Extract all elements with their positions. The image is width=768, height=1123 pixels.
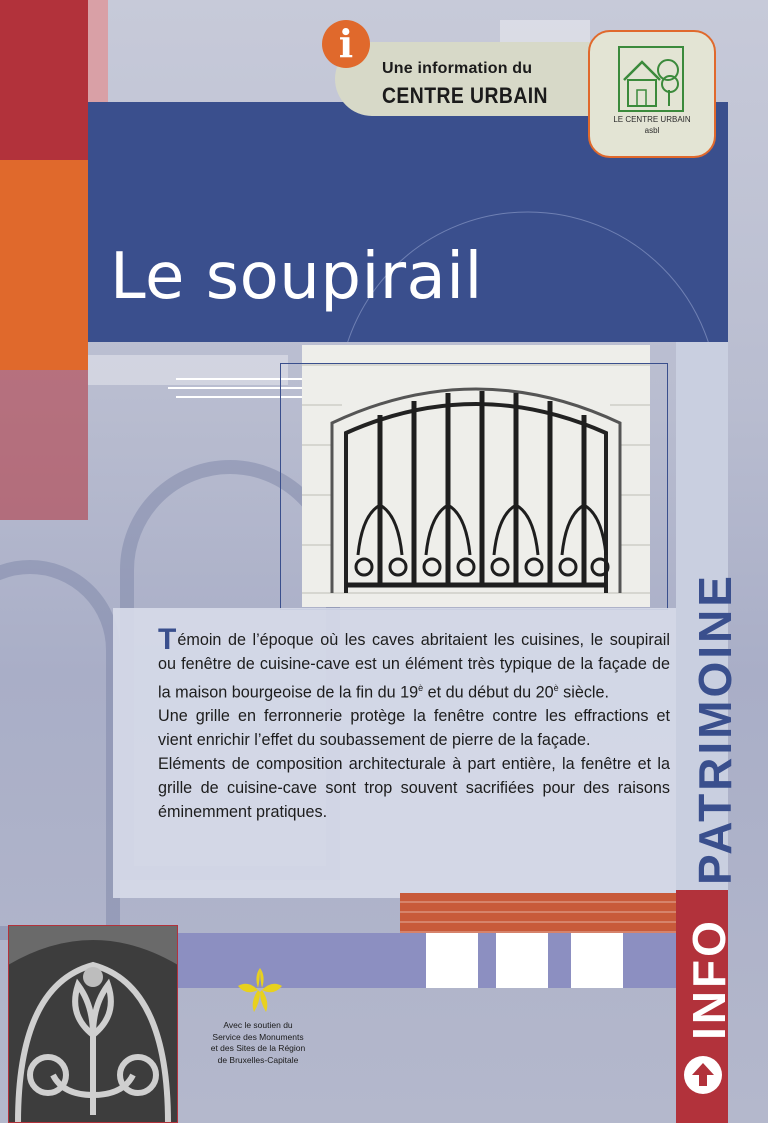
illustration-frame	[280, 363, 668, 610]
white-square	[496, 933, 548, 988]
page-title: Le soupirail	[110, 240, 483, 314]
sponsor-line2: Service des Monuments	[212, 1031, 304, 1042]
sponsor-line4: de Bruxelles-Capitale	[217, 1054, 299, 1065]
arrow-up-icon	[684, 1056, 722, 1094]
sponsor-line1: Avec le soutien du	[223, 1020, 293, 1030]
paragraph-1-text-end: siècle.	[558, 683, 610, 702]
paragraph-1-text-mid: et du début du 20	[423, 683, 554, 702]
white-square	[426, 933, 478, 988]
header-line2: CENTRE URBAIN	[382, 83, 548, 108]
paragraph-3: Eléments de composition architecturale à part entière, la fenêtre et la grille de cuisine-cave sont trop souvent sacrifiées pour des raisons éminemment pratiques.	[158, 755, 670, 822]
body-text	[158, 623, 670, 824]
paragraph-2: Une grille en ferronnerie protège la fenêtre contre les effractions et vient enrichir l’effet du soubassement de pierre de la façade.	[158, 707, 670, 750]
logo-name-line1: LE CENTRE URBAIN	[613, 115, 691, 124]
background-band	[88, 355, 288, 385]
brick-strip	[400, 893, 676, 933]
background-arch	[0, 560, 120, 940]
paragraph-1	[158, 623, 670, 704]
patrimoine-label: PATRIMOINE	[689, 573, 741, 885]
info-icon: i	[322, 20, 370, 68]
photo-frame	[8, 925, 178, 1123]
dropcap: T	[158, 623, 177, 656]
logo-name-line2: asbl	[644, 126, 660, 135]
header-line1: Une information du	[382, 60, 533, 77]
iris-logo-icon	[232, 962, 288, 1016]
white-square	[571, 933, 623, 988]
sponsor-line3: et des Sites de la Région	[210, 1043, 306, 1053]
logo-name	[590, 114, 714, 136]
paragraph-1-text: émoin de l’époque où les caves abritaient les cuisines, le soupirail ou fenêtre de cuisine-cave est un élément très typique de la façade de la maison bourgeoise de la fin du 19	[158, 631, 670, 702]
sponsor-text	[198, 1020, 318, 1066]
centre-urbain-logo	[588, 30, 716, 158]
house-tree-logo-icon	[618, 46, 684, 112]
superscript: è	[418, 683, 424, 693]
red-strip-faded	[0, 370, 88, 520]
red-strip	[0, 0, 88, 160]
info-label: INFO	[683, 918, 735, 1040]
orange-strip	[0, 160, 88, 370]
superscript: è	[553, 683, 559, 693]
